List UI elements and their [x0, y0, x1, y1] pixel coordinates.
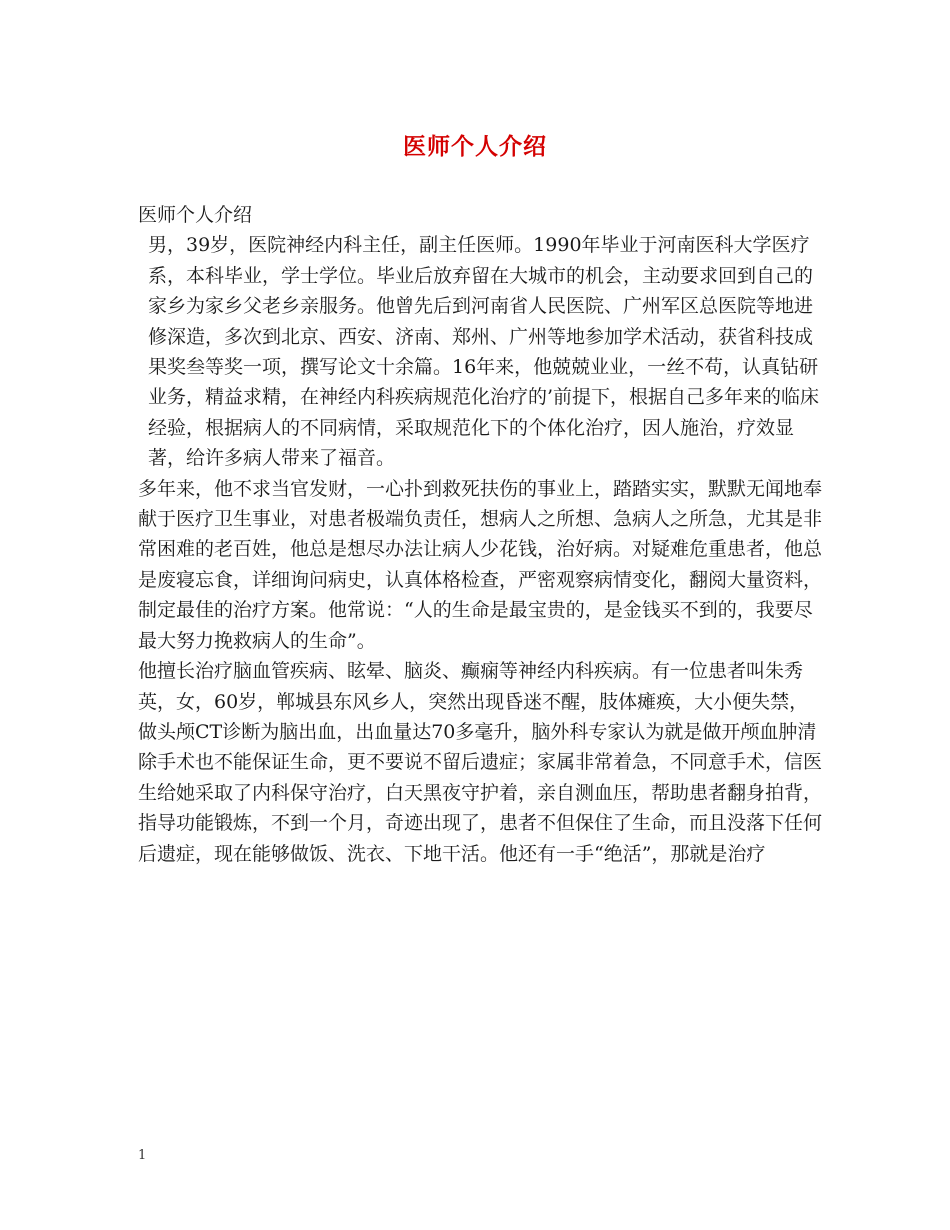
paragraph-3: 他擅长治疗脑血管疾病、眩晕、脑炎、癫痫等神经内科疾病。有一位患者叫朱秀英，女，60岁，郸城县东风乡人，突然出现昏迷不醒，肢体瘫痪，大小便失禁，做头颅CT诊断为脑出血，出血量达70多毫升，脑外科专家认为就是做开颅血肿清除手术也不能保证生命，更不要说不留后遗症；家属非常着急，不同意手术，信医生给她采取了内科保守治疗，白天黑夜守护着，亲自测血压，帮助患者翻身拍背，指导功能锻炼，不到一个月，奇迹出现了，患者不但保住了生命，而且没落下任何后遗症，现在能够做饭、洗衣、下地干活。他还有一手“绝活”，那就是治疗 [138, 660, 823, 865]
page-number: 1 [138, 1148, 147, 1163]
document-title: 医师个人介绍 [403, 133, 547, 160]
paragraph-2: 多年来，他不求当官发财，一心扑到救死扶伤的事业上，踏踏实实，默默无闻地奉献于医疗卫生事业，对患者极端负责任，想病人之所想、急病人之所急，尤其是非常困难的老百姓，他总是想尽办法让病人少花钱，治好病。对疑难危重患者，他总是废寝忘食，详细询问病史，认真体格检查，严密观察病情变化，翻阅大量资料，制定最佳的治疗方案。他常说：“人的生命是最宝贵的，是金钱买不到的，我要尽最大努力挽救病人的生命”。 [138, 477, 823, 652]
paragraph-1: 男，39岁，医院神经内科主任，副主任医师。1990年毕业于河南医科大学医疗系，本科毕业，学士学位。毕业后放弃留在大城市的机会，主动要求回到自己的家乡为家乡父老乡亲服务。他曾先后到河南省人民医院、广州军区总医院等地进修深造，多次到北京、西安、济南、郑州、广州等地参加学术活动，获省科技成果奖叁等奖一项，撰写论文十余篇。16年来，他兢兢业业，一丝不苟，认真钻研业务，精益求精，在神经内科疾病规范化治疗的’前提下，根据自己多年来的临床经验，根据病人的不同病情，采取规范化下的个体化治疗，因人施治，疗效显著，给许多病人带来了福音。 [148, 234, 820, 470]
section-heading: 医师个人介绍 [138, 204, 253, 226]
document-body [138, 200, 824, 869]
